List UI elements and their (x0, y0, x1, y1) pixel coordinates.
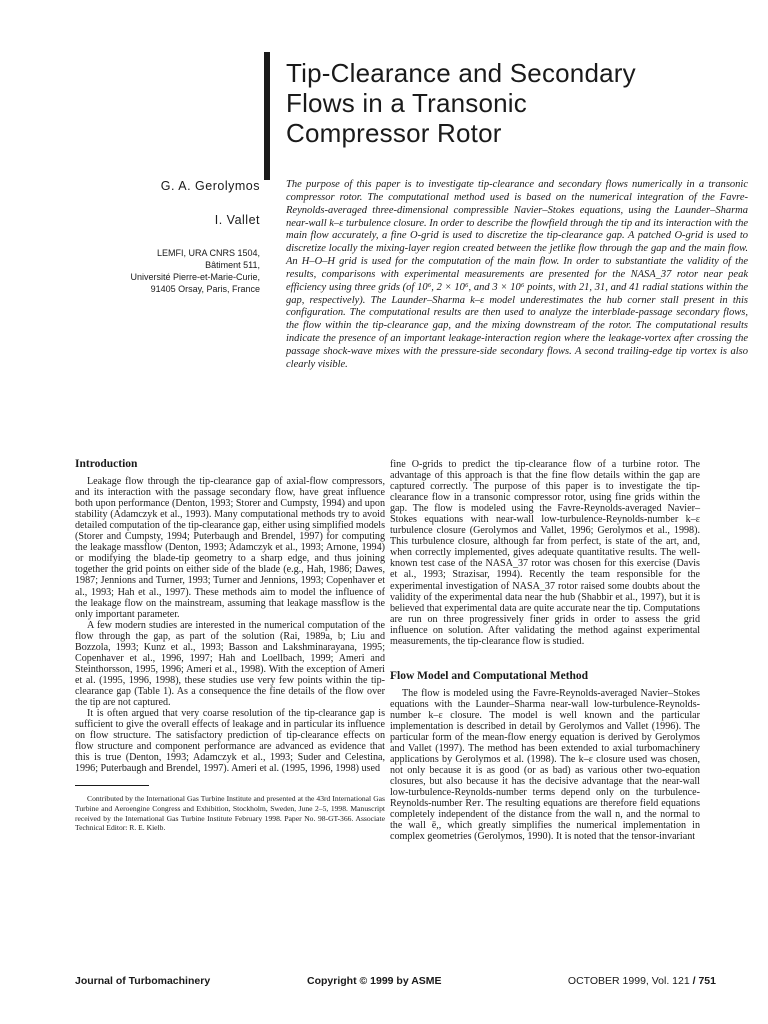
footnote: Contributed by the International Gas Turbine Institute and presented at the 43rd International Gas Turbine and Aeroengine Congress and Exhibition, Stockholm, Sweden, June 2–5, 1998. Manuscript received by the International Gas Turbine Institute February 1998. Paper No. 98-GT-366. Associate Technical Editor: R. E. Kielb. (75, 794, 385, 833)
body-paragraph: Leakage flow through the tip-clearance gap of axial-flow compressors, and its interaction with the passage secondary flow, have great influence both upon performance (Denton, 1993; Storer and Cumpsty, 1994) and upon stability (Adamczyk et al., 1993). Many computational methods try to avoid detailed computation of the tip-clearance gap, either using simplified models (Storer and Cumpsty, 1994; Puterbaugh and Brendel, 1997) for computing the leakage massflow (Denton, 1993; Adamczyk et al., 1993; Arnone, 1994) or modifying the blade-tip geometry to a sharp edge, and thus joining together the grid points on either side of the blade (e.g., Hah, 1986; Dawes, 1987; Jennions and Turner, 1993; Turner and Jennions, 1993; Copenhaver et al., 1993; Hah et al., 1997). These methods aim to model the influence of the leakage flow on the mainstream, assuming that leakage massflow is the only important parameter. (75, 476, 386, 620)
author-affiliation (40, 247, 260, 295)
journal-name: Journal of Turbomachinery (75, 975, 211, 987)
section-heading-flow-model: Flow Model and Computational Method (390, 669, 589, 682)
author-gerolymos: G. A. Gerolymos (160, 179, 260, 193)
title-line-3: Compressor Rotor (286, 118, 502, 148)
affiliation-line: 91405 Orsay, Paris, France (150, 284, 260, 294)
body-paragraph: It is often argued that very coarse resolution of the tip-clearance gap is sufficient to give the overall effects of leakage and in particular its influence on flow structure. The satisfactory prediction of tip-clearance effects on flow structure and component performance are advanced as evidence that this is true (Denton, 1993; Adamczyk et al., 1993; Suder and Celestina, 1996; Puterbaugh and Brendel, 1997). Ameri et al. (1995, 1996, 1998) used (75, 708, 385, 775)
title-accent-bar (264, 52, 270, 180)
footnote-rule (75, 785, 149, 786)
copyright-notice: Copyright © 1999 by ASME (307, 975, 442, 987)
page-separator: / (692, 975, 696, 987)
body-paragraph: A few modern studies are interested in the numerical computation of the flow through the gap, as part of the solution (Rai, 1989a, b; Liu and Bozzola, 1993; Kunz et al., 1993; Basson and Lakshminarayana, 1995; Copenhaver et al., 1996, 1997; Hah and Loellbach, 1999; Ameri and Steinthorsson, 1995, 1996; Ameri et al., 1998). With the exception of Ameri et al. (1995, 1996, 1998), these studies use very few points within the tip-clearance gap (Table 1). As a consequence the fine details of the flow over the tip are not captured. (75, 619, 385, 708)
body-paragraph: The flow is modeled using the Favre-Reynolds-averaged Navier–Stokes equations with the Launder–Sharma near-wall low-turbulence-Reynolds-number k–ε closure. The model is well known and the particular implementation is described in detail by Gerolymos and Vallet (1996). The particular form of the mean-flow energy equation is derived by Gerolymos and Vallet (1997). The method has been extended to axial turbomachinery applications by Gerolymos et al. (1998). The k–ε closure used was chosen, not only because it is as good (or as bad) as various other two-equation closures, but also because it has the decisive advantage that the near-wall low-turbulence-Reynolds-number terms depend only on the turbulence-Reynolds-number Reᴛ. The resulting equations are therefore field equations completely independent of the distance from the wall n, and the normal to the wall ē,, which greatly simplifies the numerical implementation in complex geometries (Gerolymos, 1990). It is noted that the tensor-invariant (390, 687, 700, 843)
author-vallet: I. Vallet (214, 213, 260, 227)
issue-and-page (568, 975, 716, 987)
affiliation-line: Bâtiment 511, (205, 260, 260, 270)
affiliation-line: Université Pierre-et-Marie-Curie, (130, 272, 260, 282)
paper-title (286, 58, 746, 148)
affiliation-line: LEMFI, URA CNRS 1504, (156, 248, 260, 258)
page-number: 751 (698, 975, 716, 987)
right-column (390, 459, 700, 843)
section-heading-introduction: Introduction (75, 458, 138, 470)
title-line-1: Tip-Clearance and Secondary (286, 58, 636, 88)
abstract: The purpose of this paper is to investigate tip-clearance and secondary flows numerically in a transonic compressor rotor. The computational method used is based on the numerical integration of the Favre-Reynolds-averaged three-dimensional compressible Navier–Stokes equations, using the Launder–Sharma near-wall k–ε turbulence closure. In order to describe the flowfield through the tip and its interaction with the main flow accurately, a fine O-grid is used to discretize the tip-clearance gap. A patched O-grid is used to discretize locally the mixing-layer region created between the jetlike flow through the gap and the main flow. An H–O–H grid is used for the computation of the main flow. In order to substantiate the validity of the results, comparisons with experimental measurements are presented for the NASA_37 rotor near peak efficiency using three grids (of 10⁶, 2 × 10⁶, and 3 × 10⁶ points, with 21, 31, and 41 radial stations within the gap, respectively). The Launder–Sharma k–ε model underestimates the hub corner stall present in this configuration. The computational results are then used to analyze the interblade-passage secondary flows, the flow within the tip-clearance gap, and the mixing downstream of the rotor. The computational results indicate the presence of an important leakage-interaction region where the leakage-vortex after crossing the passage shock-wave mixes with the pressure-side secondary flows. A second trailing-edge tip vortex is also clearly visible. (286, 179, 748, 370)
issue-info: OCTOBER 1999, Vol. 121 (567, 975, 690, 987)
title-line-2: Flows in a Transonic (286, 88, 527, 118)
left-column (75, 459, 385, 833)
body-paragraph: fine O-grids to predict the tip-clearance flow of a turbine rotor. The advantage of this approach is that the fine flow details within the gap are captured correctly. The purpose of this paper is to investigate the tip-clearance flow in a transonic compressor rotor, using fine grids within the gap. The flow is modeled using the Favre-Reynolds-averaged Navier–Stokes equations with near-wall low-turbulence-Reynolds-number k–ε turbulence closure (Gerolymos and Vallet, 1996; Gerolymos et al., 1998). This turbulence closure, although far from perfect, is state of the art, and, when correctly implemented, gives adequate quantitative results. The well-known test case of the NASA_37 rotor was chosen for this exercise (Davis et al., 1993; Strazisar, 1994). Recently the team responsible for the experimental investigation of NASA_37 rotor raised some doubts about the validity of the experimental data near the hub (Shabbir et al., 1997), but it is believed that experimental data are quite accurate near the tip. Computations are run on three progressively finer grids in order to assess the grid influence on solution. After validating the method against experimental measurements, the tip-clearance flow is studied. (390, 459, 700, 647)
